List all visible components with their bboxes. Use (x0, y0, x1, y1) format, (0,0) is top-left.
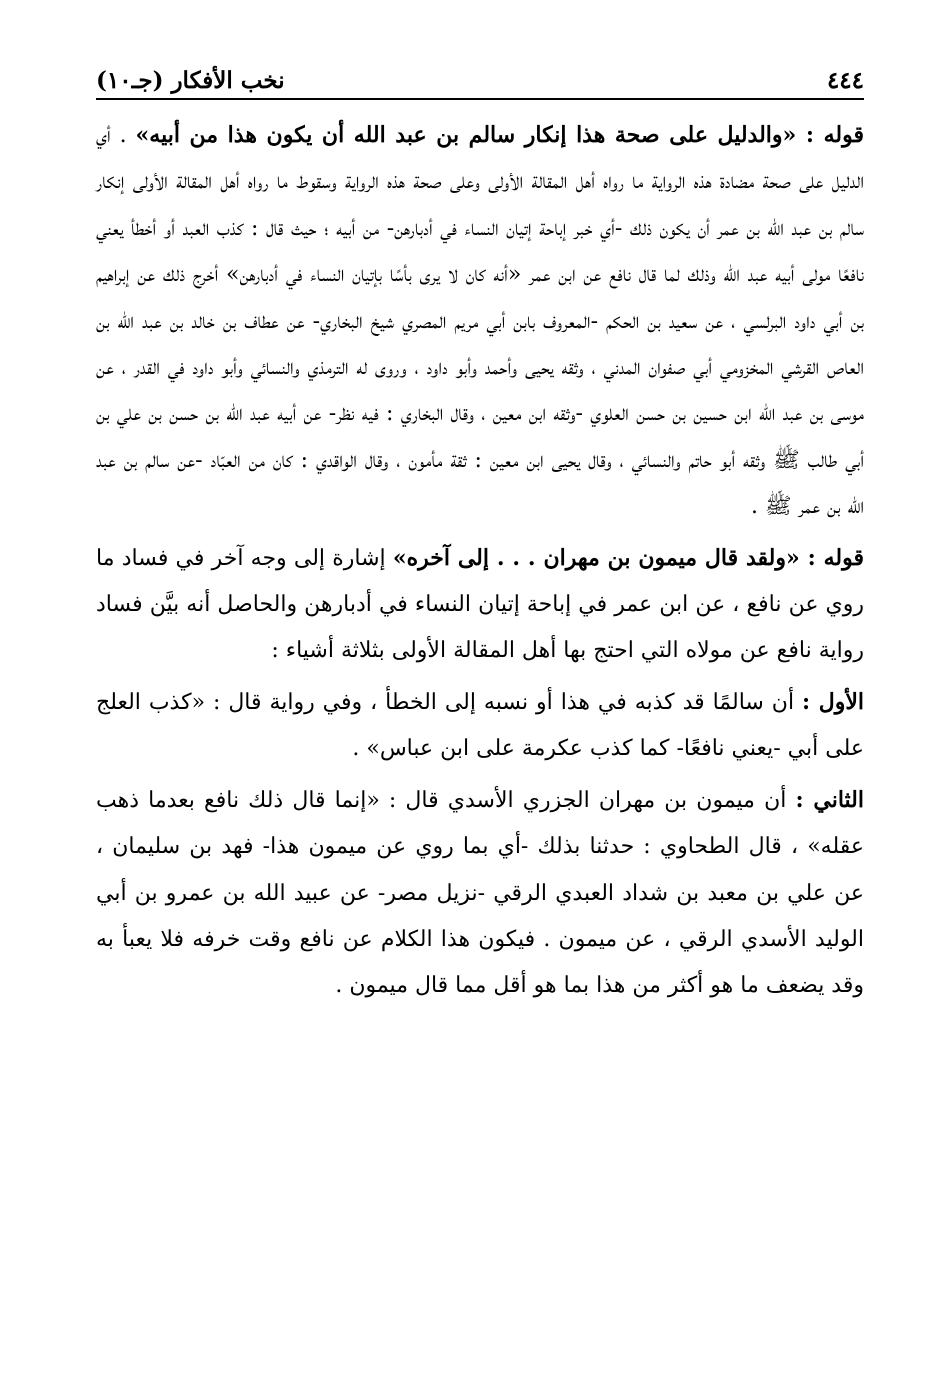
paragraph-lead: قوله : «والدليل على صحة هذا إنكار سالم بن عبد الله أن يكون هذا من أبيه» (135, 122, 864, 148)
header-divider (96, 98, 864, 100)
paragraph (96, 535, 864, 675)
paragraph-text: إشارة إلى وجه آخر في فساد ما روي عن نافع ، عن ابن عمر في إباحة إتيان النساء في أدبارهن والحاصل أنه بيَّن فساد رواية نافع عن مولاه التي احتج بها أهل المقالة الأولى بثلاثة أشياء : (96, 545, 864, 664)
page-header (96, 52, 864, 98)
paragraph (96, 679, 864, 773)
paragraph-text: . أي الدليل على صحة مضادة هذه الرواية ما رواه أهل المقالة الأولى وعلى صحة هذه الرواية وسقوط ما رواه أهل المقالة الأولى إنكار سالم بن عبد الله بن عمر أن يكون ذلك -أي خبر إباحة إتيان النساء في أدبارهن- من أبيه ؛ حيث قال : كذب العبد أو أخطأ يعني نافعًا مولى أبيه عبد الله وذلك لما قال نافع عن ابن عمر «أنه كان لا يرى بأسًا بإتيان النساء في أدبارهن» أخرج ذلك عن إبراهيم بن أبي داود البرلسي ، عن سعيد بن الحكم -المعروف بابن أبي مريم المصري شيخ البخاري- عن عطاف بن خالد بن عبد الله بن العاص القرشي المخزومي أبي صفوان المدني ، وثقه يحيى وأحمد وأبو داود ، وروى له الترمذي والنسائي وأبو داود في القدر ، عن موسى بن عبد الله ابن حسين بن حسن العلوي -وثقه ابن معين ، وقال البخاري : فيه نظر- عن أبيه عبد الله بن حسن بن علي بن أبي طالب ﷺ وثقه أبو حاتم والنسائي ، وقال يحيى ابن معين : ثقة مأمون ، وقال الواقدي : كان من العبّاد -عن سالم بن عبد الله بن عمر ﷺ . (96, 123, 864, 520)
book-title: نخب الأفكار (جـ١٠) (96, 67, 285, 94)
paragraph-text: أن ميمون بن مهران الجزري الأسدي قال : «إنما قال ذلك نافع بعدما ذهب عقله» ، قال الطحاوي : حدثنا بذلك -أي بما روي عن ميمون هذا- فهد بن سليمان ، عن علي بن معبد بن شداد العبدي الرقي -نزيل مصر- عن عبيد الله بن عمرو بن أبي الوليد الأسدي الرقي ، عن ميمون . فيكون هذا الكلام عن نافع وقت خرفه فلا يعبأ به وقد يضعف ما هو أكثر من هذا بما هو أقل مما قال ميمون . (96, 787, 864, 999)
page-number: ٤٤٤ (826, 67, 864, 94)
page-body (96, 112, 864, 1010)
paragraph (96, 777, 864, 1010)
paragraph (96, 112, 864, 531)
paragraph-text: أن سالمًا قد كذبه في هذا أو نسبه إلى الخطأ ، وفي رواية قال : «كذب العلج على أبي -يعني نافعًا- كما كذب عكرمة على ابن عباس» . (96, 689, 864, 762)
paragraph-lead: الثاني : (795, 786, 864, 813)
paragraph-lead: قوله : «ولقد قال ميمون بن مهران . . . إلى آخره» (392, 544, 864, 571)
paragraph-lead: الأول : (802, 688, 864, 715)
